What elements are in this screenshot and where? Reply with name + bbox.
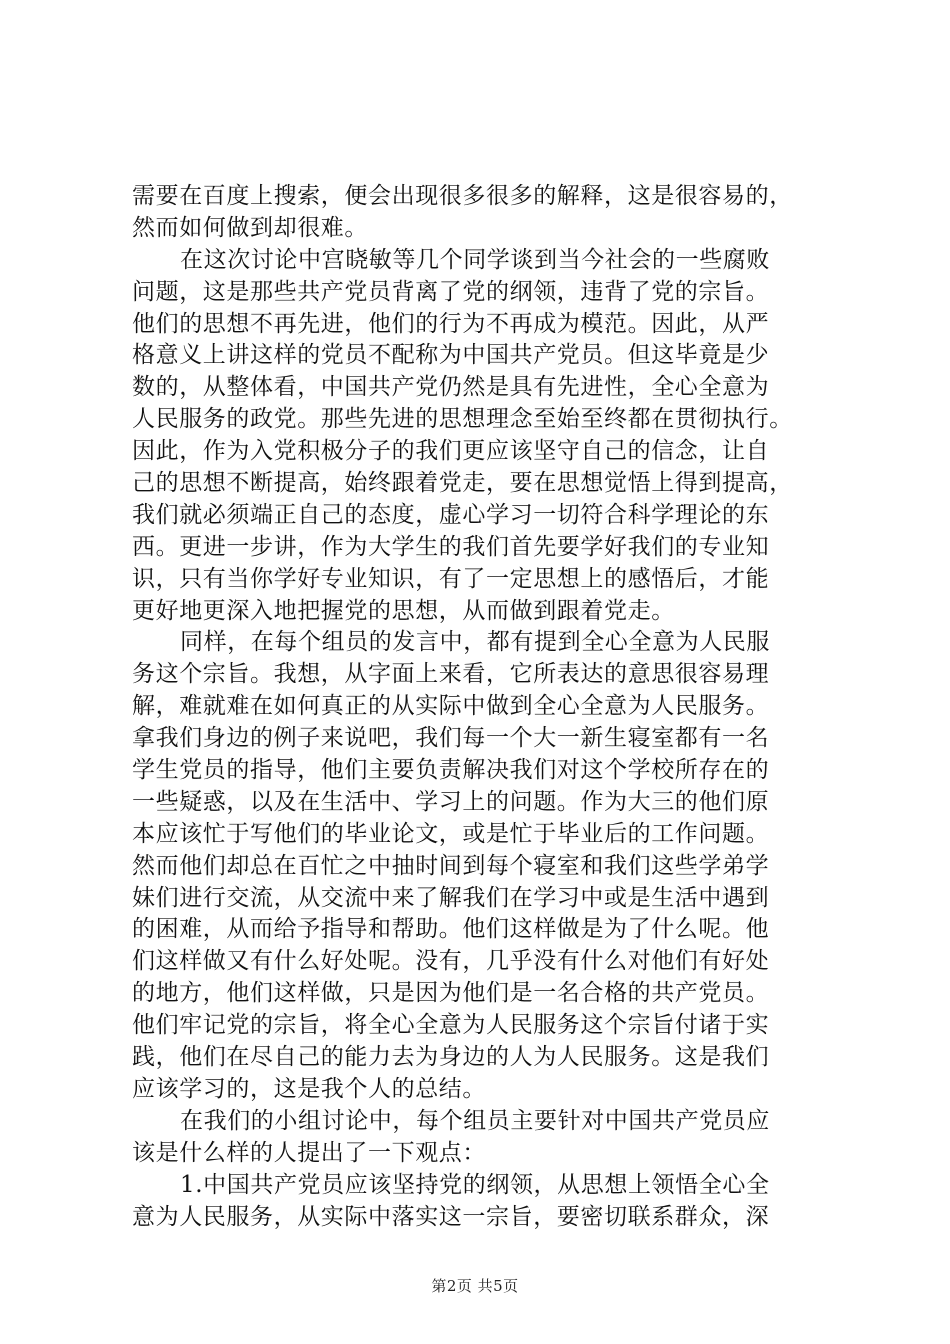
text-line: 然而他们却总在百忙之中抽时间到每个寝室和我们这些学弟学 bbox=[132, 852, 770, 879]
text-line: 格意义上讲这样的党员不配称为中国共产党员。但这毕竟是少 bbox=[132, 342, 770, 369]
text-line: 数的，从整体看，中国共产党仍然是具有先进性，全心全意为 bbox=[132, 374, 770, 401]
text-line: 解，难就难在如何真正的从实际中做到全心全意为人民服务。 bbox=[132, 693, 770, 720]
text-line: 们这样做又有什么好处呢。没有，几乎没有什么对他们有好处 bbox=[132, 948, 770, 975]
text-line: 本应该忙于写他们的毕业论文，或是忙于毕业后的工作问题。 bbox=[132, 820, 770, 847]
page-footer: 第2页 共5页 bbox=[431, 1277, 519, 1295]
text-line: 然而如何做到却很难。 bbox=[132, 214, 368, 241]
text-line: 的地方，他们这样做，只是因为他们是一名合格的共产党员。 bbox=[132, 980, 770, 1007]
text-line: 问题，这是那些共产党员背离了党的纲领，违背了党的宗旨。 bbox=[132, 278, 770, 305]
text-line: 该是什么样的人提出了一下观点： bbox=[132, 1139, 486, 1166]
text-line: 同样，在每个组员的发言中，都有提到全心全意为人民服 bbox=[180, 629, 770, 656]
text-line: 在这次讨论中宫晓敏等几个同学谈到当今社会的一些腐败 bbox=[180, 246, 770, 273]
text-line: 妹们进行交流，从交流中来了解我们在学习中或是生活中遇到 bbox=[132, 884, 770, 911]
text-line: 他们牢记党的宗旨，将全心全意为人民服务这个宗旨付诸于实 bbox=[132, 1012, 770, 1039]
text-line: 因此，作为入党积极分子的我们更应该坚守自己的信念，让自 bbox=[132, 438, 770, 465]
text-line: 拿我们身边的例子来说吧，我们每一个大一新生寝室都有一名 bbox=[132, 725, 770, 752]
text-line: 己的思想不断提高，始终跟着党走，要在思想觉悟上得到提高， bbox=[132, 470, 793, 497]
text-line: 践，他们在尽自己的能力去为身边的人为人民服务。这是我们 bbox=[132, 1044, 770, 1071]
text-line: 的困难，从而给予指导和帮助。他们这样做是为了什么呢。他 bbox=[132, 916, 770, 943]
text-line: 识，只有当你学好专业知识，有了一定思想上的感悟后，才能 bbox=[132, 565, 770, 592]
text-line: 意为人民服务，从实际中落实这一宗旨，要密切联系群众，深 bbox=[132, 1203, 770, 1230]
text-line: 应该学习的，这是我个人的总结。 bbox=[132, 1075, 486, 1102]
text-line: 务这个宗旨。我想，从字面上来看，它所表达的意思很容易理 bbox=[132, 661, 770, 688]
text-line: 1.中国共产党员应该坚持党的纲领，从思想上领悟全心全 bbox=[180, 1171, 770, 1198]
text-line: 更好地更深入地把握党的思想，从而做到跟着党走。 bbox=[132, 597, 675, 624]
text-line: 我们就必须端正自己的态度，虚心学习一切符合科学理论的东 bbox=[132, 501, 770, 528]
text-line: 一些疑惑，以及在生活中、学习上的问题。作为大三的他们原 bbox=[132, 788, 770, 815]
text-line: 西。更进一步讲，作为大学生的我们首先要学好我们的专业知 bbox=[132, 533, 770, 560]
text-line: 需要在百度上搜索，便会出现很多很多的解释，这是很容易的， bbox=[132, 183, 793, 209]
text-line: 在我们的小组讨论中，每个组员主要针对中国共产党员应 bbox=[180, 1107, 770, 1134]
document-body bbox=[132, 181, 832, 1233]
text-line: 学生党员的指导，他们主要负责解决我们对这个学校所存在的 bbox=[132, 757, 770, 784]
text-line: 人民服务的政党。那些先进的思想理念至始至终都在贯彻执行。 bbox=[132, 406, 793, 433]
text-line: 他们的思想不再先进，他们的行为不再成为模范。因此，从严 bbox=[132, 310, 770, 337]
